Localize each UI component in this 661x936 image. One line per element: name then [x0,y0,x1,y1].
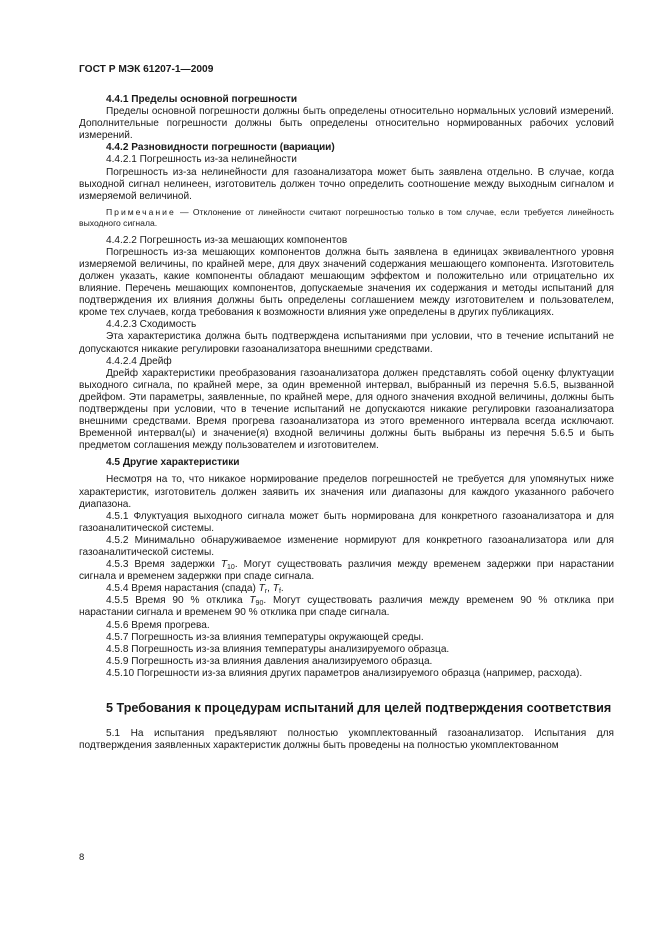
item-4-5-5-text: 4.5.5 Время 90 % отклика [106,595,250,607]
symbol-t-90: T [249,595,256,607]
paragraph-4-4-2-3: Эта характеристика должна быть подтверждена испытаниями при условии, что в течение испытаний не допускаются никакие регулировки газоанализатора внешними средствами. [79,331,614,355]
heading-4-4-1: 4.4.1 Пределы основной погрешности [106,94,298,105]
paragraph-4-4-2-4: Дрейф характеристики преобразования газоанализатора должен представлять собой оценку флуктуации выходного сигнала, по крайней мере, за один временной интервал, выбранный из перечня 5.6.5, вызванной дрейфом. Эти параметры, заявленные, по крайней мере, для одного значения входной величины, должны быть подтверждены при условии, что в течение испытаний не допускаются никакие регулировки газоанализатора внешними средствами. Время прогрева газоанализатора из этого временного интервала всегда исключают. Временной интервал(ы) и значение(я) входной величины должны быть выбраны из перечня 5.6.5 и быть предметом соглашения между пользователем и изготовителем. [79,367,614,452]
separator: , [267,583,273,595]
page-number: 8 [79,852,85,863]
item-4-5-10: 4.5.10 Погрешности из-за влияния других параметров анализируемого образца (например, расхода). [106,667,583,679]
note [79,207,614,230]
period: . [280,583,284,595]
heading-4-4-2-3: 4.4.2.3 Сходимость [106,319,197,331]
subscript-90: 90 [255,600,264,608]
section-5-title: 5 Требования к процедурам испытаний для целей подтверждения соответствия [106,701,612,716]
item-4-5-5-rest: . Могут существовать различия между временем 90 % отклика при нарастании сигнала и временем 90 % отклика при спаде сигнала. [79,595,614,619]
item-4-5-3-rest: . Могут существовать различия между временем задержки при нарастании сигнала и временем задержки при спаде сигнала. [79,559,614,583]
symbol-t-f: T [272,583,279,595]
heading-4-4-2-4: 4.4.2.4 Дрейф [106,355,172,367]
item-4-5-9: 4.5.9 Погрешность из-за влияния давления анализируемого образца. [106,655,433,667]
paragraph-4-4-1: Пределы основной погрешности должны быть определены относительно нормальных условий измерений. Дополнительные погрешности должны быть определены относительно нормированных рабочих условий измерений. [79,106,614,142]
note-label: Примечание [106,206,176,217]
heading-4-4-2: 4.4.2 Разновидности погрешности (вариации) [106,142,335,154]
page-content [79,94,614,752]
paragraph-4-4-2-1: Погрешность из-за нелинейности для газоанализатора может быть заявлена отдельно. В случае, когда выходной сигнал нелинеен, изготовитель должен точно определить соотношение между выходным сигналом и измеряемой величиной. [79,166,614,202]
paragraph-4-4-2-2: Погрешность из-за мешающих компонентов должна быть заявлена в единицах эквивалентного уровня измеряемой величины, по крайней мере, для двух значений содержания мешающего компонента. Изготовитель должен указать, какие компоненты обладают мешающим эффектом и положительно или отрицательно их влияние. Перечень мешающих компонентов, допускаемые значения их содержания и методы испытаний для подтверждения их влияния должны быть определены соглашением между изготовителем и пользователем, кроме тех случаев, когда требования к возможности влияния уже определены в других публикациях. [79,246,614,319]
subscript-r: r [264,588,268,596]
subscript-f: f [278,588,281,596]
item-4-5-1: 4.5.1 Флуктуация выходного сигнала может быть нормирована для конкретного газоанализатора и для газоаналитической системы. [79,510,614,534]
paragraph-4-5-intro: Несмотря на то, что никакое нормирование пределов погрешностей не требуется для упомянутых ниже характеристик, изготовитель должен заявить их значения или диапазоны для каждого указанного рабочего диапазона. [79,474,614,510]
document-header: ГОСТ Р МЭК 61207-1—2009 [79,64,214,75]
paragraph-5-1: 5.1 На испытания предъявляют полностью укомплектованный газоанализатор. Испытания для подтверждения заявленных характеристик должны быть проведены на полностью укомплектованном [79,728,614,752]
heading-4-4-2-2: 4.4.2.2 Погрешность из-за мешающих компонентов [106,234,348,246]
item-4-5-7: 4.5.7 Погрешность из-за влияния температуры окружающей среды. [106,631,424,643]
item-4-5-6: 4.5.6 Время прогрева. [106,619,210,631]
item-4-5-2: 4.5.2 Минимально обнаруживаемое изменение нормируют для конкретного газоанализатора или для газоаналитической системы. [79,534,614,558]
symbol-t-r: T [258,583,265,595]
subscript-10: 10 [227,564,235,572]
item-4-5-8: 4.5.8 Погрешность из-за влияния температуры анализируемого образца. [106,643,450,655]
note-text: — Отклонение от линейности считают погрешностью только в том случае, если требуется линейность выходного сигнала. [79,206,614,229]
heading-4-5: 4.5 Другие характеристики [106,457,240,469]
item-4-5-3 [79,559,614,583]
heading-4-4-2-1: 4.4.2.1 Погрешность из-за нелинейности [106,154,297,166]
item-4-5-5 [79,595,614,619]
item-4-5-4-text: 4.5.4 Время нарастания (спада) [106,583,259,595]
symbol-t: T [220,559,228,571]
item-4-5-4 [79,583,614,595]
item-4-5-3-text: 4.5.3 Время задержки [106,559,221,571]
